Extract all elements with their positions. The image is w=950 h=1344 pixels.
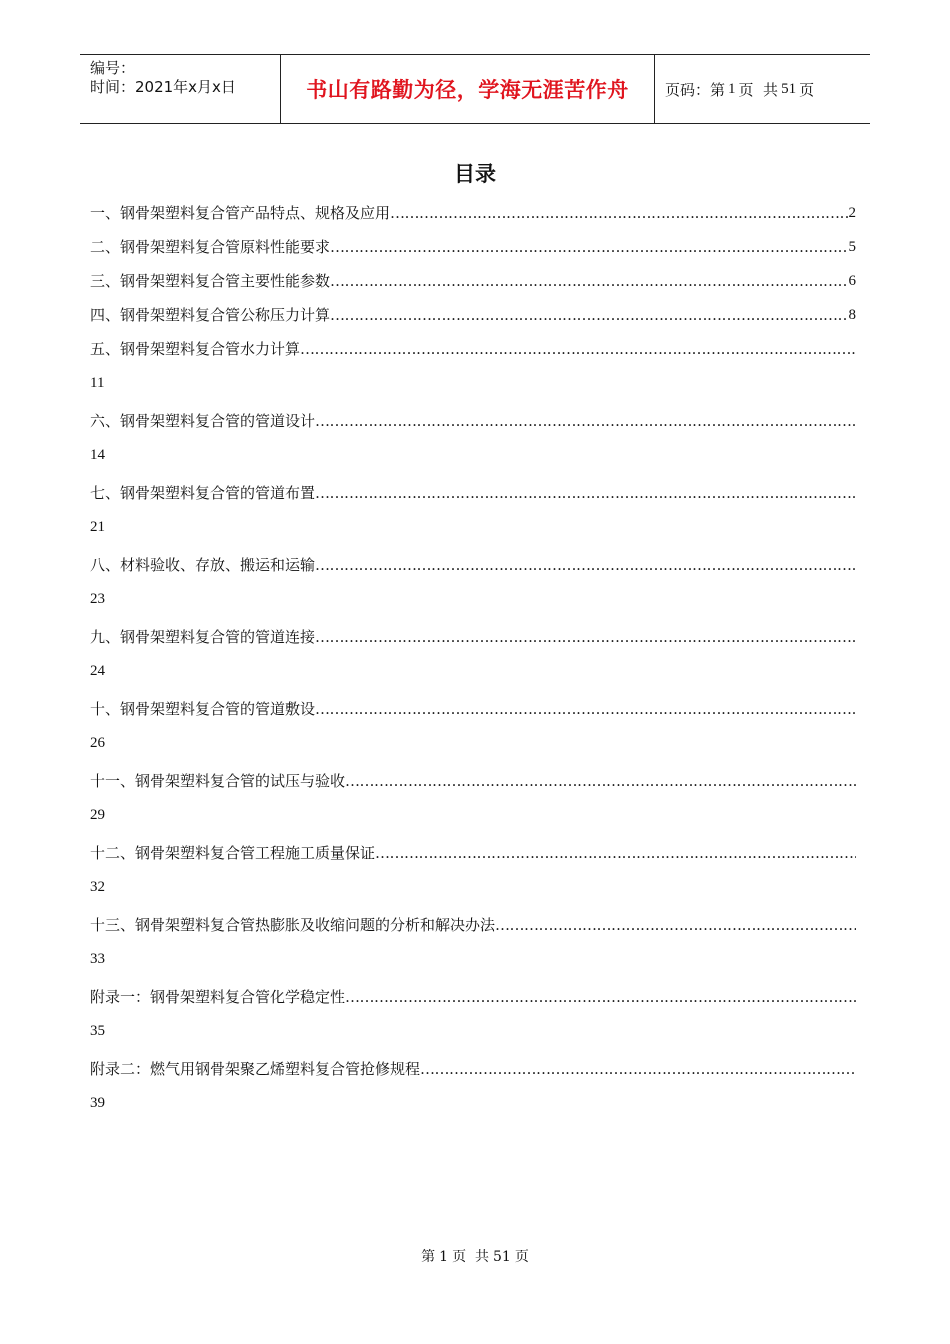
toc-entry[interactable] [90,407,856,431]
toc-entry-title: 四、钢骨架塑料复合管公称压力计算 [90,306,331,324]
toc-leader-dots [315,699,856,719]
toc-entry-page: 23 [90,590,105,607]
toc-leader-dots [495,915,856,935]
toc-entry-title: 七、钢骨架塑料复合管的管道布置 [90,484,316,502]
footer-current: 1 [439,1249,449,1265]
toc-entry-title: 附录一：钢骨架塑料复合管化学稳定性 [90,988,346,1006]
footer-suffix: 页 [514,1249,529,1265]
toc-leader-dots [315,411,856,431]
toc-leader-dots [375,843,856,863]
toc-leader-dots [330,271,847,291]
toc-entry[interactable] [90,233,856,257]
toc-entry-page: 24 [90,662,105,679]
toc-entry-title: 十三、钢骨架塑料复合管热膨胀及收缩问题的分析和解决办法 [90,916,496,934]
toc-entry-page: 29 [90,806,105,823]
toc-entry[interactable] [90,335,856,359]
toc-leader-dots [330,237,847,257]
toc-entry[interactable] [90,839,856,863]
toc-entry[interactable] [90,695,856,719]
toc-entry[interactable] [90,551,856,575]
toc-entry-page: 32 [90,878,105,895]
toc-leader-dots [315,627,856,647]
header-page-current: 1 [728,80,736,97]
header-page-mid: 页 共 [738,80,779,99]
toc-entry-page: 8 [848,307,856,323]
toc-entry-page: 5 [848,239,856,255]
toc-leader-dots [315,483,856,503]
document-code-label: 编号： [90,59,136,77]
toc-entry[interactable] [90,1055,856,1079]
toc-entry[interactable] [90,623,856,647]
toc-entry-title: 十二、钢骨架塑料复合管工程施工质量保证 [90,844,376,862]
table-of-contents [90,199,856,1127]
header-page-info [655,55,870,123]
toc-leader-dots [345,771,856,791]
page-header [80,54,870,124]
toc-leader-dots [345,987,856,1007]
toc-leader-dots [315,555,856,575]
toc-entry-page: 6 [848,273,856,289]
toc-entry-page: 2 [848,205,856,221]
header-motto: 书山有路勤为径，学海无涯苦作舟 [281,55,655,123]
toc-entry-title: 三、钢骨架塑料复合管主要性能参数 [90,272,331,290]
toc-leader-dots [300,339,856,359]
toc-entry-title: 一、钢骨架塑料复合管产品特点、规格及应用 [90,204,391,222]
toc-leader-dots [330,305,847,325]
toc-entry-title: 十一、钢骨架塑料复合管的试压与验收 [90,772,346,790]
toc-entry[interactable] [90,267,856,291]
header-page-suffix: 页 [799,80,815,99]
footer-total: 51 [493,1249,511,1265]
toc-entry-title: 五、钢骨架塑料复合管水力计算 [90,340,301,358]
toc-entry-page: 33 [90,950,105,967]
toc-entry-page: 39 [90,1094,105,1111]
footer-mid: 页 共 [452,1249,489,1265]
header-page-total: 51 [781,80,797,97]
toc-entry-title: 九、钢骨架塑料复合管的管道连接 [90,628,316,646]
toc-entry[interactable] [90,983,856,1007]
toc-entry-title: 二、钢骨架塑料复合管原料性能要求 [90,238,331,256]
page-footer [0,1246,950,1266]
toc-entry-title: 六、钢骨架塑料复合管的管道设计 [90,412,316,430]
toc-leader-dots [420,1059,856,1079]
toc-entry[interactable] [90,301,856,325]
toc-entry[interactable] [90,479,856,503]
toc-entry-title: 附录二：燃气用钢骨架聚乙烯塑料复合管抢修规程 [90,1060,421,1078]
toc-entry-title: 八、材料验收、存放、搬运和运输 [90,556,316,574]
header-page-prefix: 页码：第 [665,80,726,99]
toc-entry-title: 十、钢骨架塑料复合管的管道敷设 [90,700,316,718]
document-time-label: 时间：2021年x月x日 [90,78,236,96]
toc-title: 目录 [454,162,496,186]
toc-entry-page: 35 [90,1022,105,1039]
toc-entry[interactable] [90,767,856,791]
toc-entry-page: 21 [90,518,105,535]
toc-entry-page: 11 [90,374,105,391]
toc-entry-page: 26 [90,734,105,751]
header-meta [80,55,281,123]
toc-entry[interactable] [90,911,856,935]
footer-prefix: 第 [421,1249,436,1265]
toc-leader-dots [390,203,847,223]
toc-entry[interactable] [90,199,856,223]
toc-entry-page: 14 [90,446,105,463]
